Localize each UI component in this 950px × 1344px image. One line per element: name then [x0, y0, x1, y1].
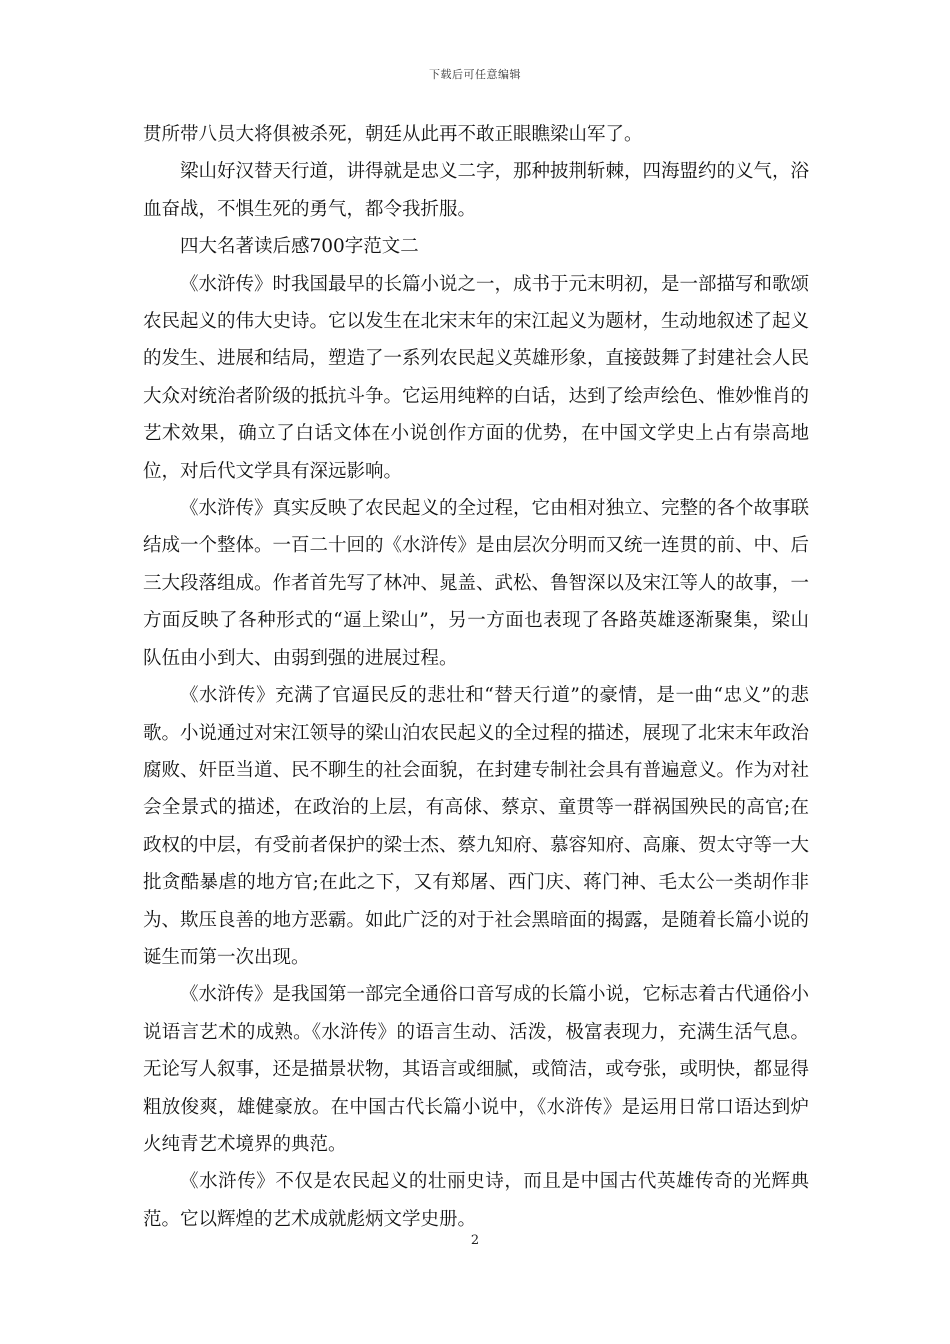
paragraph: 《水浒传》不仅是农民起义的壮丽史诗，而且是中国古代英雄传奇的光辉典范。它以辉煌的艺术成就彪炳文学史册。 — [143, 1171, 809, 1230]
document-body — [143, 116, 809, 1238]
paragraph: 《水浒传》时我国最早的长篇小说之一，成书于元末明初，是一部描写和歌颂农民起义的伟大史诗。它以发生在北宋末年的宋江起义为题材，生动地叙述了起义的发生、进展和结局，塑造了一系列农民起义英雄形象，直接鼓舞了封建社会人民大众对统治者阶级的抵抗斗争。它运用纯粹的白话，达到了绘声绘色、惟妙惟肖的艺术效果，确立了白话文体在小说创作方面的优势，在中国文学史上占有崇高地位，对后代文学具有深远影响。 — [143, 273, 810, 482]
paragraph: 贯所带八员大将俱被杀死，朝廷从此再不敢正眼瞧梁山军了。 — [143, 124, 643, 145]
paragraph: 《水浒传》充满了官逼民反的悲壮和“替天行道”的豪情，是一曲“忠义”的悲歌。小说通过对宋江领导的梁山泊农民起义的全过程的描述，展现了北宋末年政治腐败、奸臣当道、民不聊生的社会面貌，在封建专制社会具有普遍意义。作为对社会全景式的描述，在政治的上层，有高俅、蔡京、童贯等一群祸国殃民的高官;在政权的中层，有受前者保护的梁士杰、蔡九知府、慕容知府、高廉、贺太守等一大批贪酷暴虐的地方官;在此之下，又有郑屠、西门庆、蒋门神、毛太公一类胡作非为、欺压良善的地方恶霸。如此广泛的对于社会黑暗面的揭露，是随着长篇小说的诞生而第一次出现。 — [143, 685, 810, 968]
paragraph: 梁山好汉替天行道，讲得就是忠义二字，那种披荆斩棘，四海盟约的义气，浴血奋战，不惧生死的勇气，都令我折服。 — [143, 161, 810, 220]
section-heading: 四大名著读后感700字范文二 — [180, 236, 419, 258]
paragraph: 《水浒传》真实反映了农民起义的全过程，它由相对独立、完整的各个故事联结成一个整体。一百二十回的《水浒传》是由层次分明而又统一连贯的前、中、后三大段落组成。作者首先写了林冲、晁盖、武松、鲁智深以及宋江等人的故事，一方面反映了各种形式的“逼上梁山”，另一方面也表现了各路英雄逐渐聚集，梁山队伍由小到大、由弱到强的进展过程。 — [143, 498, 810, 669]
page-number: 2 — [470, 1233, 480, 1248]
paragraph: 《水浒传》是我国第一部完全通俗口音写成的长篇小说，它标志着古代通俗小说语言艺术的成熟。《水浒传》的语言生动、活泼，极富表现力，充满生活气息。无论写人叙事，还是描景状物，其语言或细腻，或简洁，或夸张，或明快，都显得粗放俊爽，雄健豪放。在中国古代长篇小说中，《水浒传》是运用日常口语达到炉火纯青艺术境界的典范。 — [143, 984, 810, 1155]
page-header: 下载后可任意编辑 — [429, 68, 521, 81]
